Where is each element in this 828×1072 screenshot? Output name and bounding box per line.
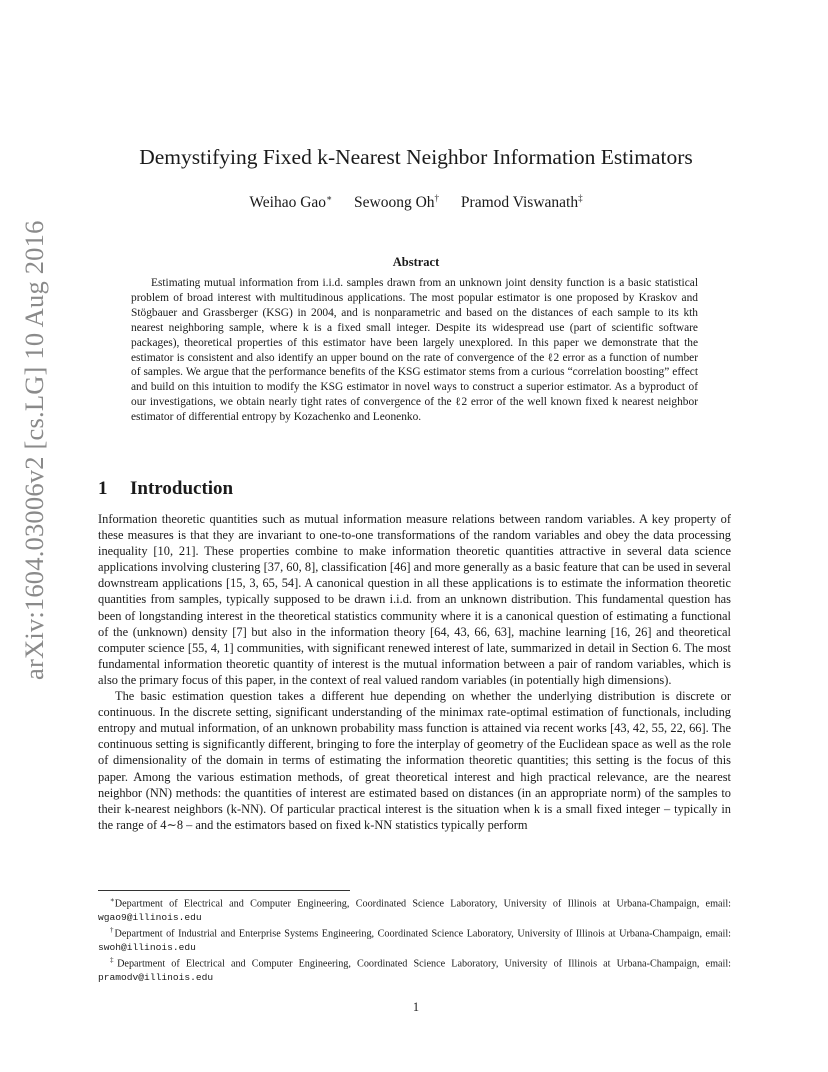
- footnote-rule: [98, 890, 350, 891]
- author-2: Sewoong Oh†: [354, 193, 440, 212]
- section-title: Introduction: [130, 478, 234, 499]
- paper-title: Demystifying Fixed k-Nearest Neighbor Information Estimators: [139, 145, 693, 169]
- email-link[interactable]: swoh@illinois.edu: [98, 942, 196, 953]
- abstract-paragraph: Estimating mutual information from i.i.d. samples drawn from an unknown joint density function is a basic statistical problem of broad interest with multitudinous applications. The most popular estimator is one proposed by Kraskov and Stögbauer and Grassberger (KSG) in 2004, and is nonparametric and based on the distances of each sample to its kth nearest neighboring sample, where k is a fixed small integer. Despite its widespread use (part of scientific software packages), theoretical properties of this estimator have been largely unexplored. In this paper we demonstrate that the estimator is consistent and also identify an upper bound on the rate of convergence of the ℓ2 error as a function of number of samples. We argue that the performance benefits of the KSG estimator stems from a curious “correlation boosting” effect and build on this intuition to modify the KSG estimator in novel ways to construct a superior estimator. As a byproduct of our investigations, we obtain nearly tight rates of convergence of the ℓ2 error of the well known fixed k nearest neighbor estimator of differential entropy by Kozachenko and Leonenko.: [131, 277, 698, 424]
- footnote-2: †Department of Industrial and Enterprise Systems Engineering, Coordinated Science Laboratory, University of Illinois at Urbana-Champaign, email: swoh@illinois.edu: [98, 926, 732, 953]
- abstract-body: [131, 276, 698, 425]
- section-heading: [98, 477, 233, 501]
- intro-paragraph-1: Information theoretic quantities such as mutual information measure relations between random variables. A key property of these measures is that they are invariant to one-to-one transformations of the random variables and obey the data processing inequality [10, 21]. These properties combine to make information theoretic quantities attractive in several data science applications involving clustering [37, 60, 8], classification [46] and more generally as a basic feature that can be used in several downstream applications [15, 3, 65, 54]. A canonical question in all these applications is to estimate the information theoretic quantities from samples, typically supposed to be drawn i.i.d. from an unknown distribution. This fundamental question has been of longstanding interest in the theoretical statistics community where it is a canonical question of estimating a functional of the (unknown) density [7] but also in the information theory [64, 43, 66, 63], machine learning [16, 26] and theoretical computer science [55, 4, 1] communities, with significant renewed interest of late, summarized in detail in Section 6. The most fundamental information theoretic quantity of interest is the mutual information between a pair of random variables, which is also the primary focus of this paper, in the context of real valued random variables (in potentially high dimensions).: [98, 512, 731, 687]
- footnote-3: ‡Department of Electrical and Computer Engineering, Coordinated Science Laboratory, University of Illinois at Urbana-Champaign, email: pramodv@illinois.edu: [98, 956, 732, 984]
- intro-paragraph-2: The basic estimation question takes a different hue depending on whether the underlying distribution is discrete or continuous. In the discrete setting, significant understanding of the minimax rate-optimal estimation of functionals, including entropy and mutual information, of an unknown probability mass function is attained via recent works [43, 42, 55, 22, 66]. The continuous setting is significantly different, bringing to fore the interplay of geometry of the Euclidean space as well as the role of dimensionality of the domain in terms of estimating the information theoretic quantities; this setting is the focus of this paper. Among the various estimation methods, of great theoretical interest and high practical relevance, are the nearest neighbor (NN) methods: the quantities of interest are estimated based on distances (in an appropriate norm) of the samples to their k-nearest neighbors (k-NN). Of particular practical interest is the situation when k is a small fixed integer – typically in the range of 4∼8 – and the estimators based on fixed k-NN statistics typically perform: [98, 689, 731, 832]
- email-link[interactable]: wgao9@illinois.edu: [98, 911, 202, 923]
- author-1: Weihao Gao∗: [249, 193, 333, 212]
- section-number: 1: [98, 478, 108, 499]
- author-list: [98, 186, 734, 215]
- arxiv-identifier-stamp: arXiv:1604.03006v2 [cs.LG] 10 Aug 2016: [19, 220, 49, 680]
- abstract-heading: Abstract: [392, 255, 440, 269]
- page-number: 1: [412, 1000, 420, 1014]
- footnotes: [98, 894, 731, 985]
- footnote-1: ∗Department of Electrical and Computer Engineering, Coordinated Science Laboratory, University of Illinois at Urbana-Champaign, email: wgao9@illinois.edu: [98, 896, 731, 923]
- email-link[interactable]: pramodv@illinois.edu: [98, 972, 214, 984]
- author-3: Pramod Viswanath‡: [460, 193, 583, 212]
- section-body: [98, 511, 731, 833]
